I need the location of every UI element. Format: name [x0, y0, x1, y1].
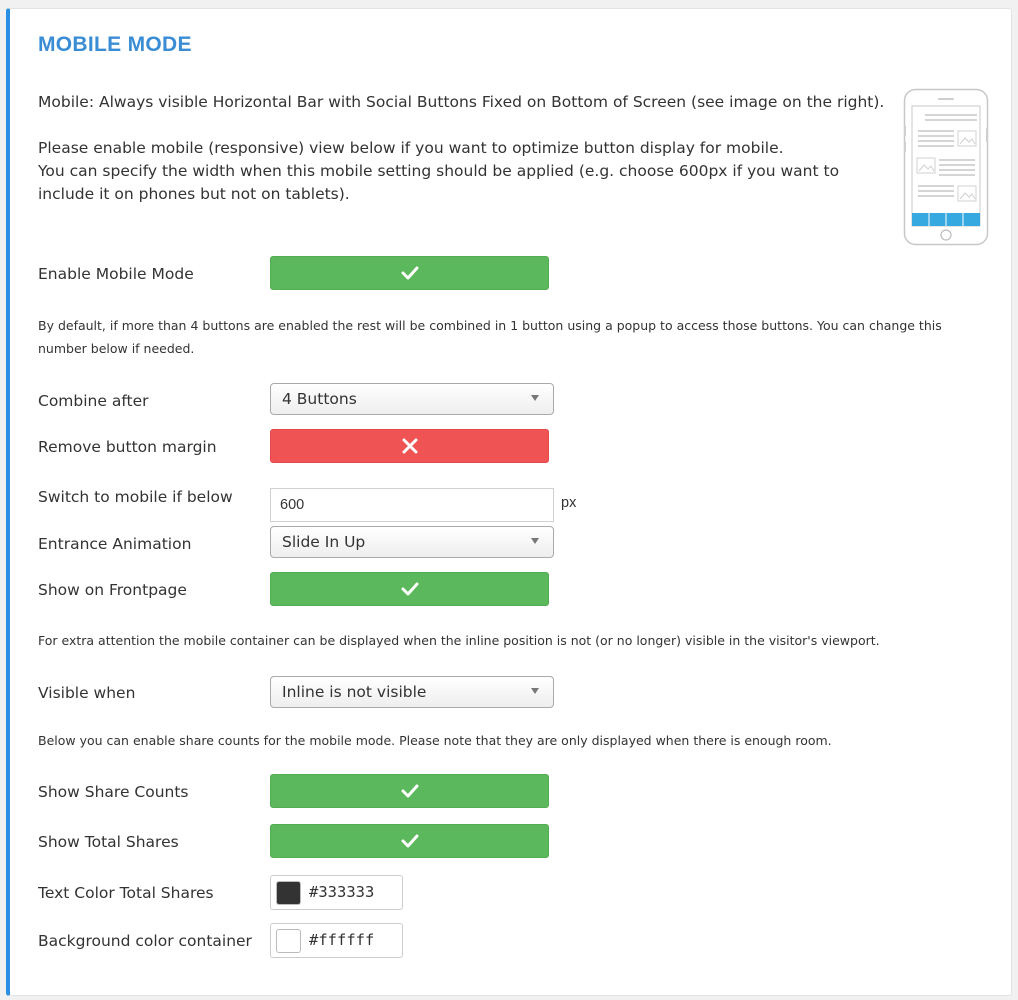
intro-line-mobile: Mobile: Always visible Horizontal Bar with Social Buttons Fixed on Bottom of Screen (see image on the right).: [38, 93, 885, 111]
intro-text: [38, 91, 898, 206]
share-counts-note: Below you can enable share counts for the mobile mode. Please note that they are only displayed when there is enough room.: [38, 733, 832, 748]
switch-to-mobile-label: Switch to mobile if below: [38, 488, 233, 506]
chevron-down-icon: [531, 538, 539, 544]
remove-button-margin-label: Remove button margin: [38, 438, 217, 456]
phone-bottom-bar-icon: [903, 88, 989, 252]
section-title: MOBILE MODE: [38, 33, 192, 56]
text-color-total-shares-label: Text Color Total Shares: [38, 884, 214, 902]
px-unit-label: px: [561, 495, 577, 511]
text-color-total-shares-picker[interactable]: [270, 875, 403, 910]
background-color-container-label: Background color container: [38, 932, 252, 950]
visible-when-label: Visible when: [38, 684, 136, 702]
entrance-animation-select[interactable]: [270, 526, 554, 558]
color-swatch[interactable]: [276, 929, 301, 953]
cross-icon: [402, 438, 418, 454]
enable-mobile-mode-label: Enable Mobile Mode: [38, 265, 194, 283]
entrance-animation-label: Entrance Animation: [38, 535, 192, 553]
visible-when-value: Inline is not visible: [282, 683, 427, 701]
background-color-container-value: #ffffff: [309, 931, 375, 949]
enable-mobile-mode-toggle[interactable]: [270, 256, 549, 290]
mobile-mode-panel: [6, 8, 1012, 996]
intro-line-enable: Please enable mobile (responsive) view below if you want to optimize button display for mobile.: [38, 139, 784, 157]
background-color-container-picker[interactable]: [270, 923, 403, 958]
viewport-note: For extra attention the mobile container can be displayed when the inline position is not (or no longer) visible in the visitor's viewport.: [38, 633, 880, 648]
visible-when-select[interactable]: [270, 676, 554, 708]
show-share-counts-toggle[interactable]: [270, 774, 549, 808]
show-total-shares-label: Show Total Shares: [38, 833, 179, 851]
entrance-animation-value: Slide In Up: [282, 533, 366, 551]
show-on-frontpage-label: Show on Frontpage: [38, 581, 187, 599]
remove-button-margin-toggle[interactable]: [270, 429, 549, 463]
check-icon: [401, 784, 419, 798]
show-on-frontpage-toggle[interactable]: [270, 572, 549, 606]
chevron-down-icon: [531, 688, 539, 694]
check-icon: [401, 266, 419, 280]
show-total-shares-toggle[interactable]: [270, 824, 549, 858]
combine-note: By default, if more than 4 buttons are enabled the rest will be combined in 1 button using a popup to access those buttons. You can change this number below if needed.: [38, 318, 942, 356]
switch-to-mobile-input[interactable]: [270, 488, 554, 522]
intro-line-width: You can specify the width when this mobile setting should be applied (e.g. choose 600px if you want to include it on phones but not on tablets).: [38, 162, 840, 203]
combine-after-value: 4 Buttons: [282, 390, 357, 408]
color-swatch[interactable]: [276, 881, 301, 905]
show-share-counts-label: Show Share Counts: [38, 783, 189, 801]
text-color-total-shares-value: #333333: [309, 883, 375, 901]
check-icon: [401, 834, 419, 848]
check-icon: [401, 582, 419, 596]
chevron-down-icon: [531, 395, 539, 401]
combine-after-label: Combine after: [38, 392, 149, 410]
combine-after-select[interactable]: [270, 383, 554, 415]
